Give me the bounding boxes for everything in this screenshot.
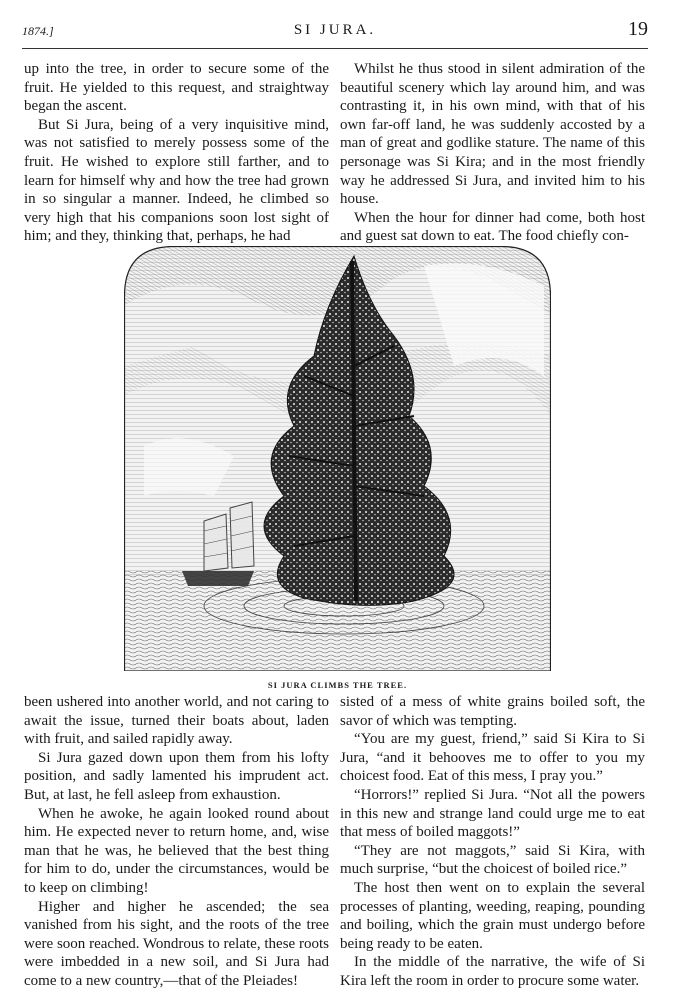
paragraph: sisted of a mess of white grains boiled soft, the savor of which was tempting. <box>340 694 645 729</box>
paragraph: “Horrors!” replied Si Jura. “Not all the powers in this new and strange land could urge me to eat that mess of boiled maggots!” <box>340 786 645 841</box>
column-top-right <box>340 60 645 246</box>
illustration-caption: SI JURA CLIMBS THE TREE. <box>267 680 408 690</box>
column-top-left <box>24 60 329 246</box>
paragraph: Si Jura gazed down upon them from his lofty position, and sadly lamented his imprudent act. But, at last, he fell asleep from exhaustion. <box>24 749 329 803</box>
column-bottom-right <box>340 693 645 991</box>
running-title: SI JURA. <box>293 22 377 38</box>
paragraph: The host then went on to explain the several processes of planting, weeding, reaping, pounding and boiling, which the grain must undergo before being ready to be eaten. <box>340 879 645 952</box>
header-rule <box>22 48 648 49</box>
paragraph: been ushered into another world, and not caring to await the issue, turned their boats about, laden with fruit, and sailed rapidly away. <box>24 694 329 748</box>
engraving-illustration <box>124 246 551 671</box>
column-bottom-left <box>24 693 329 991</box>
page-number: 19 <box>628 18 648 40</box>
paragraph: In the middle of the narrative, the wife of Si Kira left the room in order to procure some water. <box>340 954 645 989</box>
paragraph: When the hour for dinner had come, both host and guest sat down to eat. The food chiefly con- <box>340 209 645 245</box>
paragraph: up into the tree, in order to secure some of the fruit. He yielded to this request, and straightway began the ascent. <box>24 61 329 115</box>
header-date: 1874.] <box>22 24 54 38</box>
paragraph: Whilst he thus stood in silent admiration of the beautiful scenery which lay around him, and was contrasting it, in his own mind, with that of his own far-off land, he was suddenly accosted by a man of great and godlike stature. The name of this personage was Si Kira; and in the most friendly way he addressed Si Jura, and invited him to his house. <box>340 61 645 208</box>
paragraph: “You are my guest, friend,” said Si Kira to Si Jura, “and it behooves me to offer to you my choicest food. Eat of this mess, I pray you.” <box>340 731 645 785</box>
page-header <box>22 18 648 44</box>
paragraph: “They are not maggots,” said Si Kira, with much surprise, “but the choicest of boiled rice.” <box>340 842 645 878</box>
paragraph: But Si Jura, being of a very inquisitive mind, was not satisfied to merely possess some of the fruit. He wished to explore still farther, and to learn for himself why and how the tree had grown in so singular a manner. Indeed, he climbed so very high that his companions soon lost sight of him; and they, thinking that, perhaps, he had <box>24 116 329 245</box>
paragraph: Higher and higher he ascended; the sea vanished from his sight, and the roots of the tree were soon reached. Wondrous to relate, these roots were imbedded in a new soil, and Si Jura had come to a new country,—that of the Pleiades! <box>24 898 329 989</box>
paragraph: When he awoke, he again looked round about him. He expected never to return home, and, wise man that he was, he believed that the best thing for him to do, under the circumstances, would be to keep on climbing! <box>24 805 329 896</box>
